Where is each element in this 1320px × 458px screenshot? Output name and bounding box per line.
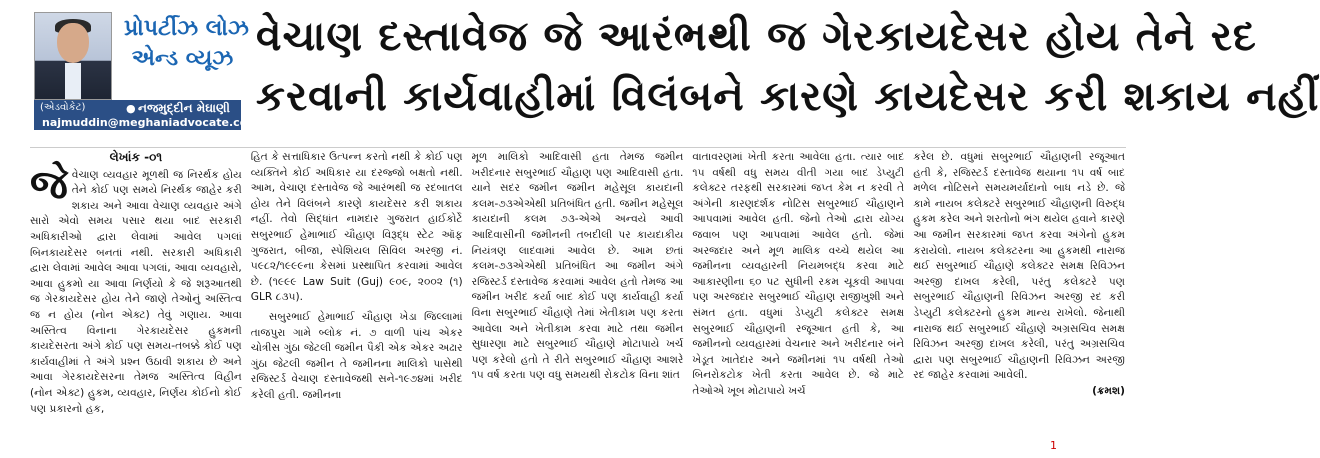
headline [256,6,1320,126]
bullet-icon: ● [126,102,136,115]
article-column-2 [251,150,463,450]
paragraph: કરેલ છે. વધુમાં સબુરભાઈ ચૌહાણની રજૂઆત હતી કે, રજિસ્ટર્ડ દસ્તાવેજ થયાના ૧૫ વર્ષ બાદ મળેલ નોટિસને સમયમર્યાદાનો બાધ નડે છે. જે કામે નાયબ કલેક્ટરે સબુરભાઈ ચૌહાણની વિરુદ્ધ હુકમ કરેલ અને શરતોનો ભંગ થયેલ હવાને કારણે આ જમીન સરકારમાં જપ્ત કરવા અંગેનો હુકમ કરાયેલો. નાયબ કલેક્ટરના આ હુકમથી નારાજ થઈ સબુરભાઈ ચૌહાણે કલેક્ટર સમક્ષ રિવિઝન અરજી દાખલ કરેલી, પરંતુ કલેક્ટરે પણ સબુરભાઈ ચૌહાણની રિવિઝન અરજી રદ કરી ડેપ્યુટી કલેક્ટરનો હુકમ માન્ય રાખેલો. જેનાથી નારાજ થઈ સબુરભાઈ ચૌહાણે અગ્રસચિવ સમક્ષ રિવિઝન અરજી દાખલ કરેલી, પરંતુ અગ્રસચિવ દ્વારા પણ સબુરભાઈ ચૌહાણની રિવિઝન અરજી રદ જાહેર કરવામાં આવેલી. [913,151,1125,382]
headline-line2: કરવાની કાર્યવાહીમાં વિલંબને કારણે કાયદેસર કરી શકાય નહીં [256,72,1320,120]
column-title [124,14,249,74]
installment-label: લેખાંક -૦૧ [109,150,163,164]
article-header [0,0,1320,150]
article-body [30,150,1125,450]
drop-cap: જે [30,161,68,208]
paragraph [30,161,242,418]
author-byline [34,100,259,130]
article-column-1 [30,150,242,450]
headline-line1: વેચાણ દસ્તાવેજ જે આરંભથી જ ગેરકાયદેસર હોય તેને રદ [256,12,1257,60]
column-title-line2: એન્ડ વ્યૂઝ [131,46,234,71]
paragraph-text: વેચાણ વ્યવહાર મૂળથી જ નિરર્થક હોય તેને કોઈ પણ સમયે નિરર્થક જાહેર કરી શકાય અને આવા વેચાણ વ્યવહાર અંગે સારો એવો સમય પસાર થયા બાદ સરકારી અધિકારીઓ દ્વારા લેવામાં આવેલ પગલાં બિનકાયદેસર બનતાં નથી. સરકારી અધિકારી દ્વારા લેવામાં આવેલ આવા પગલાં, આવા વ્યવહારો, આવા હુકમો યા આવા નિર્ણયો કે જે શરૂઆતથી જ ગેરકાયદેસર હોય તેને જાણે તેઓનું અસ્તિત્વ જ ન હોય (નોન એક્ટ) તેવું ગણાય. આવા અસ્તિત્વ વિનાના ગેરકાયદેસર હુકમની કાયદેસરતા અંગે કોઈ પણ સમય-તબક્કે કોઈ પણ કાર્યવાહીમાં તે અંગે પ્રશ્ન ઉઠાવી શકાય છે અને આવા ગેરકાયદેસરના તેમજ અસ્તિત્વ વિહીન (નોન એક્ટ) હુકમ, વ્યવહાર, નિર્ણય કોઈનો કોઈ પણ પ્રકારનો હક, [30,168,242,415]
column-title-line1: પ્રોપર્ટીઝ લોઝ [124,16,249,41]
column-author-panel [34,12,259,131]
author-email: najmuddin@meghaniadvocate.com [42,116,259,129]
article-column-4 [692,150,904,450]
header-divider [30,147,1126,148]
paragraph: વાતાવરણમાં ખેતી કરતા આવેલા હતા. ત્યાર બાદ ૧૫ વર્ષથી વધુ સમય વીતી ગયા બાદ ડેપ્યુટી કલેક્ટર તરફથી સરકારમાં જપ્ત કેમ ન કરવી તે અંગેની કારણદર્શક નોટિસ સબુરભાઈ ચૌહાણને આપવામાં આવેલ હતી. જેનો તેઓ દ્વારા યોગ્ય જવાબ પણ આપવામાં આવેલ હતો. જેમાં અરજદાર અને મૂળ માલિક વચ્ચે થયેલ આ જમીનના વ્યવહારની નિયમબદ્ધ કરવા માટે આકારણીના ૬૦ પટ સુધીની રકમ ચૂકવી આપવા પણ અરજદાર સબુરભાઈ ચૌહાણ રાજીખુશી અને સંમત હતા. વધુમાં ડેપ્યુટી કલેક્ટર સમક્ષ સબુરભાઈ ચૌહાણની રજૂઆત હતી કે, આ જમીનનો વ્યવહારમાં વેચનાર અને ખરીદનાર બંને ખેડૂત ખાતેદાર અને જમીનમાં ૧૫ વર્ષથી તેઓ બિનરોકટોક ખેતી કરતા આવેલ છે. જે માટે તેઓએ ખૂબ મોટાપાયે ખર્ચ [692,151,905,397]
article-column-5 [913,150,1125,450]
author-photo [34,12,112,100]
paragraph: મૂળ માલિકો આદિવાસી હતા તેમજ જમીન ખરીદનાર સબુરભાઈ ચૌહાણ પણ આદિવાસી હતા. યાને સદર જમીન જમીન મહેસૂલ કાયદાની કલમ-૭૩એએથી પ્રતિબંધિત હતી. જમીન મહેસૂલ કાયદાની કલમ ૭૩-એએ અન્વયે આવી આદિવાસીની જમીનની તબદીલી પર કાયદાકીય નિયંત્રણ લાદવામાં આવેલ છે. આમ છતાં કલમ-૭૩એએથી પ્રતિબંધિત આ જમીન અંગે રજિસ્ટર્ડ દસ્તાવેજ કરવામાં આવેલ હતો તેમજ આ જમીન ખરીદ કર્યા બાદ કોઈ પણ કાર્યવાહી કર્યા વિના સબુરભાઈ ચૌહાણે તેમાં ખેતીકામ પણ કરતા આવેલા અને ખેતીકામ કરવા માટે તથા જમીન સુધારણા માટે સબુરભાઈ ચૌહાણે મોટાપાયે ખર્ચ પણ કરેલો હતો તે રીતે સબુરભાઈ ચૌહાણ આશરે ૧૫ વર્ષ કરતા પણ વધુ સમયથી રોકટોક વિના શાંત [471,151,684,382]
author-name: નજમુદ્દીન મેઘાણી [138,101,230,115]
page-number: 1 [1050,439,1057,452]
continued-label: (ક્રમશ) [1092,384,1125,397]
author-role: (એડવોકેટ) [40,102,86,113]
paragraph: હિત કે સત્તાધિકાર ઉત્પન્ન કરતો નથી કે કોઈ પણ વ્યક્તિને કોઈ અધિકાર યા દરજ્જો બક્ષતો નથી. આમ, વેચાણ દસ્તાવેજ જે આરંભથી જ રદબાતલ હોય તેને વિલંબને કારણે કાયદેસર કરી શકાય નહીં. તેવો સિદ્ધાંત નામદાર ગુજરાત હાઈકોર્ટે સબુરભાઈ હેમાભાઈ ચૌહાણ વિરૂદ્ધ સ્ટેટ ઑફ ગુજરાત, બીજા, સ્પેશિયલ સિવિલ અરજી નં. ૫૯૮૨/૧૯૯૯ના કેસમાં પ્રસ્થાપિત કરવામાં આવેલ છે. (૧૯૯૯ Law Suit (Guj) ૯૦૯, ૨૦૦૨ (૧) GLR ૮૩૫). [250,151,463,304]
paragraph: સબુરભાઈ હેમાભાઈ ચૌહાણ ખેડા જિલ્લામાં તાજપુરા ગામે બ્લોક નં. ૭ વાળી પાંચ એકર ચોત્રીસ ગુંઠા જેટલી જમીન પૈકી એક એકર અઢાર ગુંઠા જેટલી જમીન તે જમીનના માલિકો પાસેથી રજિસ્ટર્ડ વેચાણ દસ્તાવેજથી સને-૧૯૭૪માં ખરીદ કરેલી હતી. જમીનના [250,310,463,401]
article-column-3 [472,150,684,450]
